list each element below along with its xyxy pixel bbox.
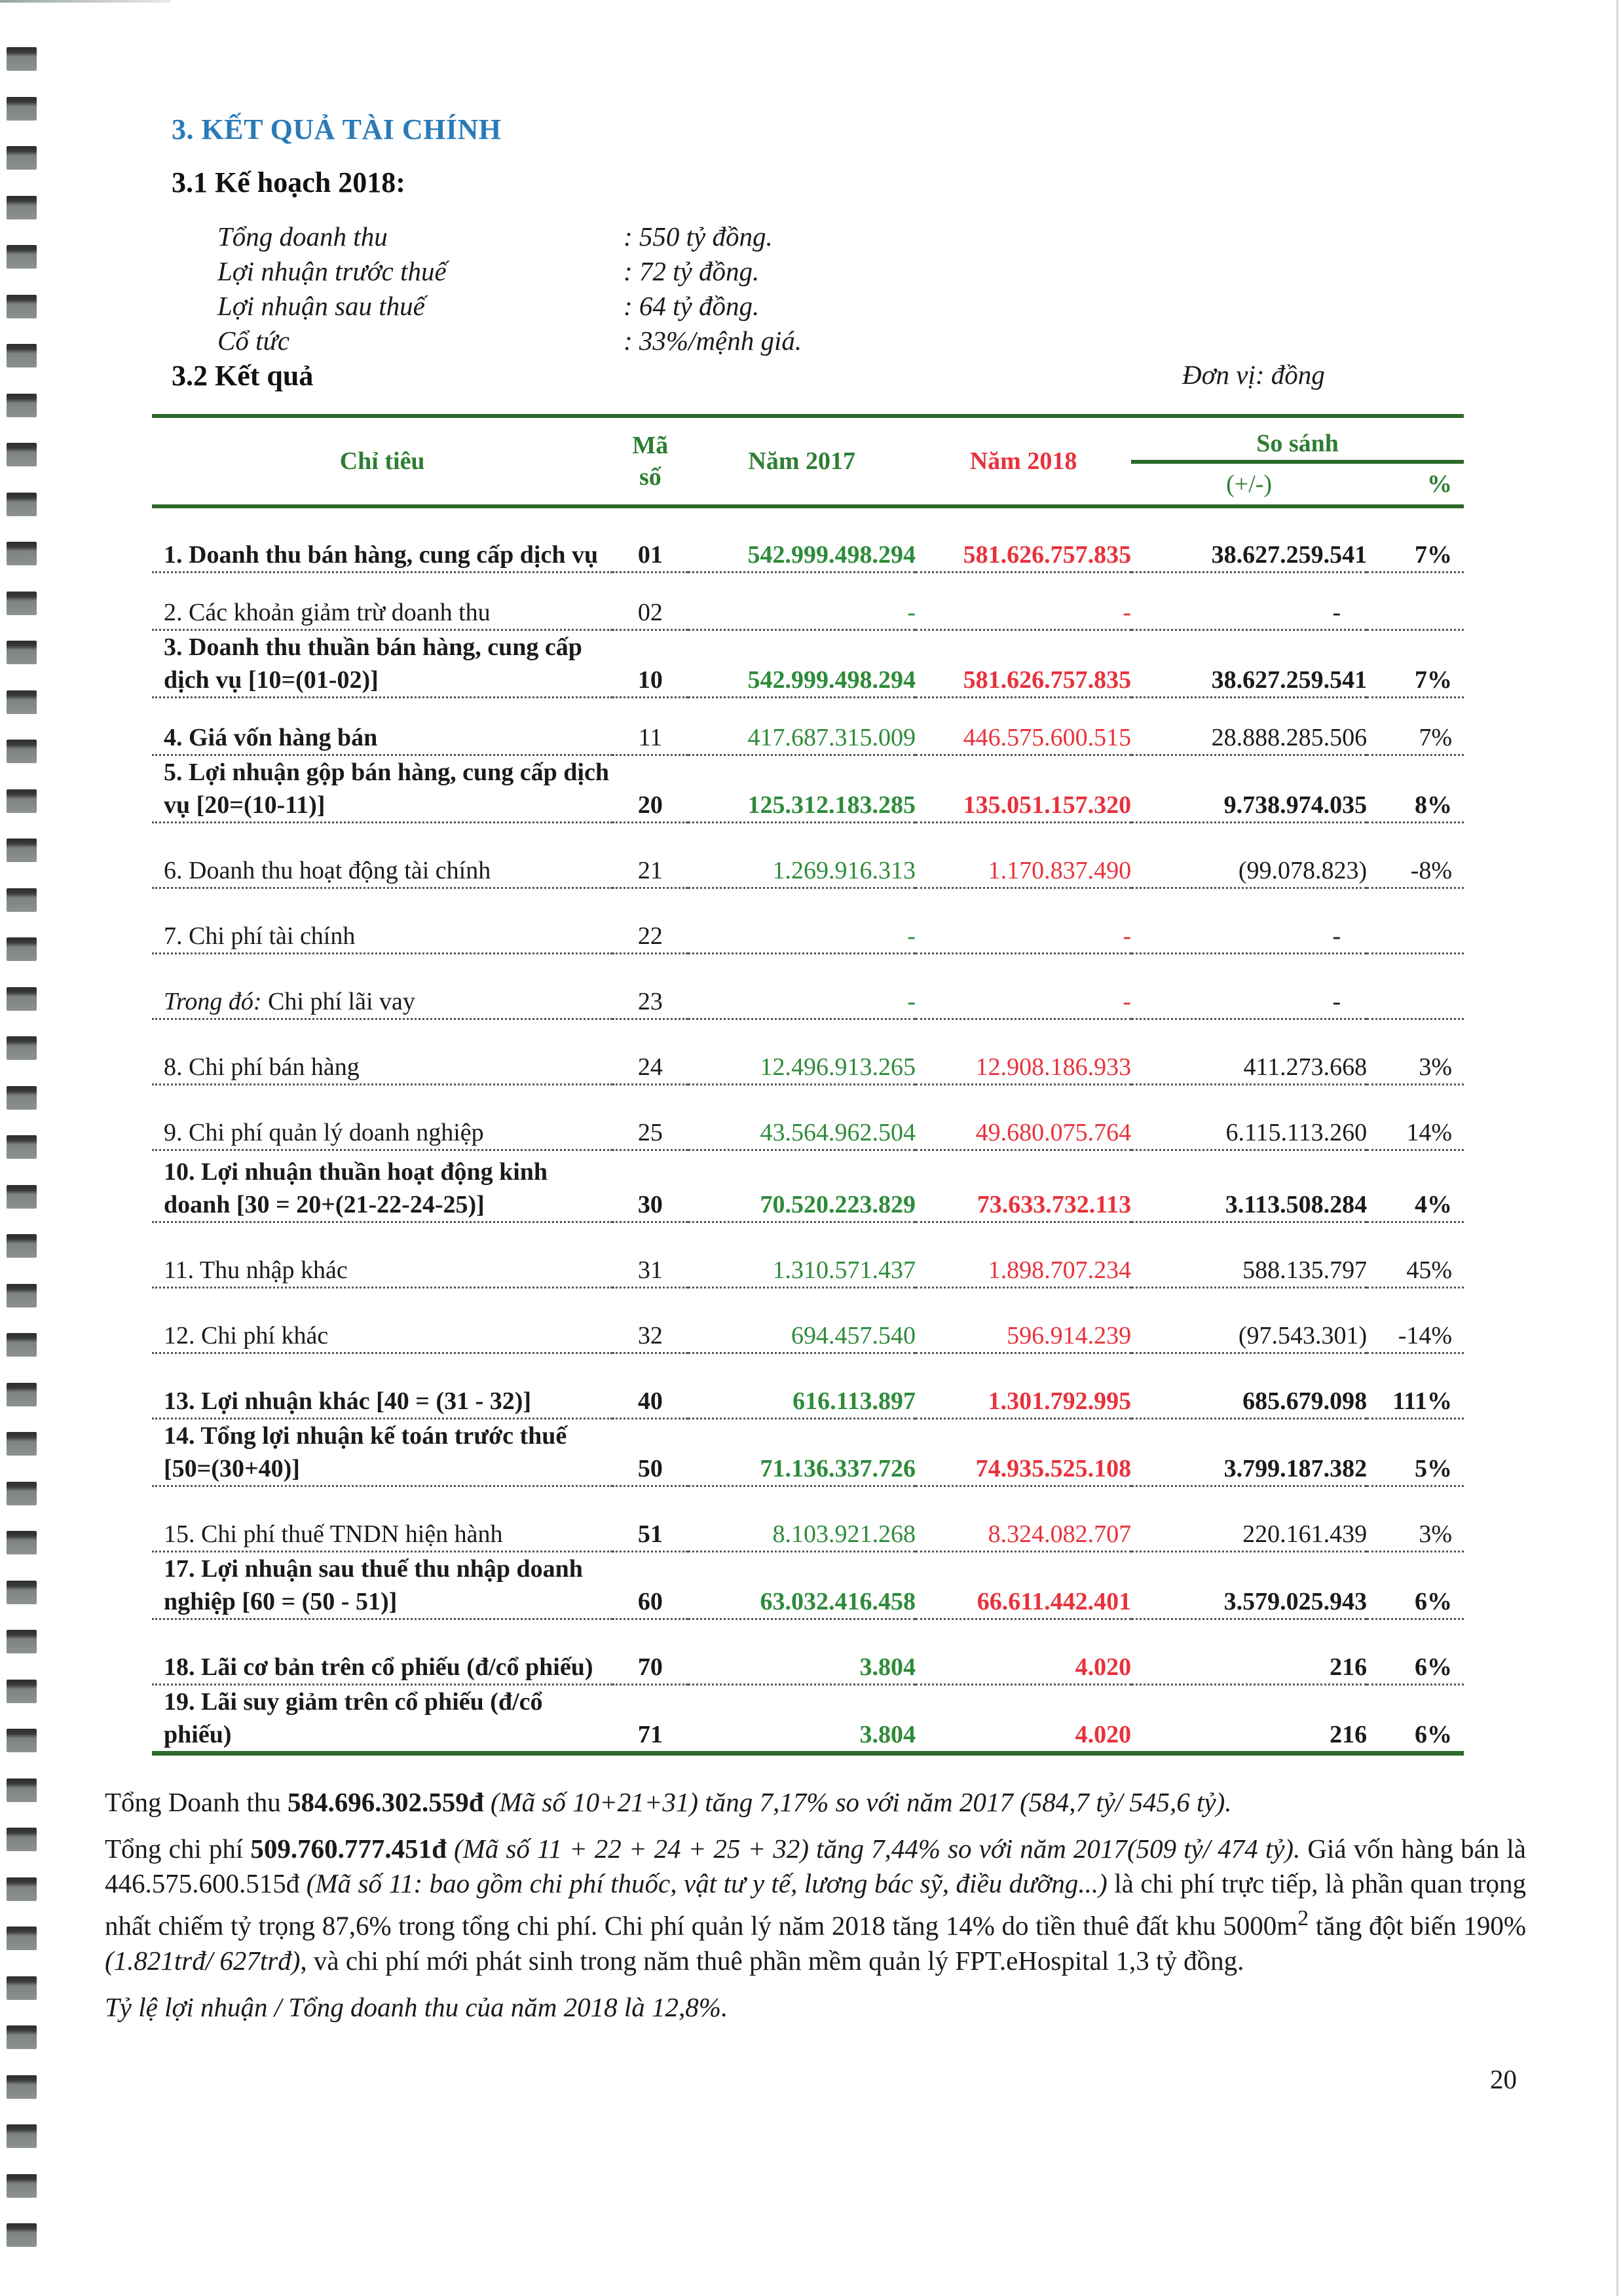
binding-hole <box>7 1828 37 1851</box>
plan-title: 3.1 Kế hoạch 2018: <box>172 166 405 198</box>
row-value-2017: 43.564.962.504 <box>688 1084 916 1150</box>
row-label <box>152 1084 612 1150</box>
binding-hole <box>7 1482 37 1505</box>
row-label <box>152 1353 612 1418</box>
row-diff: 6.115.113.260 <box>1131 1084 1367 1150</box>
binding-hole <box>7 592 37 615</box>
row-value-2018: 66.611.442.401 <box>916 1551 1131 1619</box>
row-diff: 3.799.187.382 <box>1131 1418 1367 1486</box>
row-label <box>152 1619 612 1684</box>
table-row <box>152 822 1464 888</box>
row-value-2017: 616.113.897 <box>688 1353 916 1418</box>
row-label <box>152 755 612 822</box>
row-value-2017: 71.136.337.726 <box>688 1418 916 1486</box>
binding-hole <box>7 2174 37 2198</box>
section-title: 3. KẾT QUẢ TÀI CHÍNH <box>172 113 502 145</box>
binding-hole <box>7 888 37 912</box>
binding-hole <box>7 1581 37 1604</box>
col-header-2017: Năm 2017 <box>688 416 916 506</box>
table-body <box>152 506 1464 1753</box>
binding-hole <box>7 542 37 565</box>
row-label <box>152 572 612 630</box>
binding-hole <box>7 196 37 219</box>
binding-hole <box>7 1086 37 1110</box>
result-title: 3.2 Kết quả <box>172 360 314 392</box>
binding-hole <box>7 1234 37 1258</box>
row-label-text: 4. Giá vốn hàng bán <box>164 723 378 751</box>
row-label <box>152 1287 612 1353</box>
row-code: 31 <box>612 1222 688 1287</box>
row-label-text: 14. Tổng lợi nhuận kế toán trước thuế [50=(30+40)] <box>164 1421 567 1482</box>
row-diff: 216 <box>1131 1684 1367 1753</box>
row-diff: 28.888.285.506 <box>1131 697 1367 755</box>
table-row <box>152 1222 1464 1287</box>
row-code: 23 <box>612 953 688 1019</box>
binding-hole <box>7 1383 37 1406</box>
row-diff: 220.161.439 <box>1131 1486 1367 1551</box>
binding-hole <box>7 987 37 1011</box>
row-pct: 3% <box>1367 1486 1464 1551</box>
col-header-2018: Năm 2018 <box>916 416 1131 506</box>
row-code: 20 <box>612 755 688 822</box>
row-code: 32 <box>612 1287 688 1353</box>
plan-item-value: : 64 tỷ đồng. <box>624 291 760 321</box>
row-label-text: 12. Chi phí khác <box>164 1321 329 1349</box>
binding-hole <box>7 1729 37 1752</box>
table-row <box>152 1418 1464 1486</box>
row-value-2017: 8.103.921.268 <box>688 1486 916 1551</box>
row-code: 10 <box>612 630 688 697</box>
row-value-2018: - <box>916 572 1131 630</box>
page-number: 20 <box>1490 2064 1517 2094</box>
row-pct: 5% <box>1367 1418 1464 1486</box>
col-header-code-line1: Mã <box>632 432 669 459</box>
col-header-diff: (+/-) <box>1131 462 1367 506</box>
row-value-2018: 135.051.157.320 <box>916 755 1131 822</box>
row-value-2018: 49.680.075.764 <box>916 1084 1131 1150</box>
plan-item <box>217 324 802 358</box>
row-value-2017: 3.804 <box>688 1684 916 1753</box>
binding-hole <box>7 1036 37 1060</box>
note-cogs-rest: là chi phí trực tiếp, là phần quan trọng nhất chiếm tỷ trọng 87,6% trong tổng chi phí. Chi phí quản lý năm 2018 tăng 14% do tiền thuê đất khu 5000m <box>105 1868 1527 1941</box>
row-pct: 8% <box>1367 755 1464 822</box>
binding-hole <box>7 690 37 714</box>
row-value-2018: 596.914.239 <box>916 1287 1131 1353</box>
row-pct: 14% <box>1367 1084 1464 1150</box>
row-code: 50 <box>612 1418 688 1486</box>
col-header-code <box>612 416 688 506</box>
row-label-text: 1. Doanh thu bán hàng, cung cấp dịch vụ <box>164 540 599 569</box>
binding-hole <box>7 1333 37 1357</box>
table-row <box>152 755 1464 822</box>
row-diff: (99.078.823) <box>1131 822 1367 888</box>
note-cost-tail: , và chi phí mới phát sinh trong năm thuê phần mềm quản lý FPT.eHospital 1,3 tỷ đồng. <box>300 1945 1244 1976</box>
page-right-edge <box>1616 0 1618 2296</box>
row-code: 22 <box>612 888 688 953</box>
row-value-2017: 542.999.498.294 <box>688 630 916 697</box>
row-code: 40 <box>612 1353 688 1418</box>
binding-hole <box>7 740 37 763</box>
row-pct: 7% <box>1367 697 1464 755</box>
row-label-prefix: Trong đó: <box>164 987 262 1015</box>
row-label-text: 17. Lợi nhuận sau thuế thu nhập doanh nghiệp [60 = (50 - 51)] <box>164 1554 583 1615</box>
binding-hole <box>7 1778 37 1802</box>
binding-hole <box>7 146 37 170</box>
row-code: 51 <box>612 1486 688 1551</box>
row-pct: 3% <box>1367 1019 1464 1084</box>
row-label <box>152 630 612 697</box>
row-diff: - <box>1131 953 1367 1019</box>
row-diff: 38.627.259.541 <box>1131 630 1367 697</box>
table-row <box>152 630 1464 697</box>
row-diff: 3.113.508.284 <box>1131 1150 1367 1222</box>
row-value-2018: 74.935.525.108 <box>916 1418 1131 1486</box>
row-pct <box>1367 888 1464 953</box>
row-label-text: Chi phí lãi vay <box>261 987 415 1015</box>
row-pct: 6% <box>1367 1551 1464 1619</box>
binding-hole <box>7 937 37 961</box>
row-label-text: 10. Lợi nhuận thuần hoạt động kinh doanh [30 = 20+(21-22-24-25)] <box>164 1157 548 1218</box>
row-pct: 7% <box>1367 630 1464 697</box>
note-land-rest: tăng đột biến 190% <box>1309 1910 1526 1941</box>
table-row <box>152 1353 1464 1418</box>
plan-list <box>217 219 802 358</box>
plan-item-label: Lợi nhuận sau thuế <box>217 291 425 321</box>
row-label-text: 5. Lợi nhuận gộp bán hàng, cung cấp dịch vụ [20=(10-11)] <box>164 758 609 819</box>
financial-results-table <box>152 414 1464 1756</box>
row-diff: 588.135.797 <box>1131 1222 1367 1287</box>
row-label-text: 8. Chi phí bán hàng <box>164 1053 360 1081</box>
row-value-2017: - <box>688 888 916 953</box>
note-revenue-prefix: Tổng Doanh thu <box>105 1787 288 1817</box>
note-ratio: Tỷ lệ lợi nhuận / Tổng doanh thu của năm 2018 là 12,8%. <box>105 1991 728 2022</box>
row-label <box>152 506 612 572</box>
note-cost-detail: (Mã số 11 + 22 + 24 + 25 + 32) tăng 7,44% so với năm 2017(509 tỷ/ 474 tỷ). <box>446 1834 1301 1864</box>
binding-hole <box>7 493 37 516</box>
note-cost <box>105 1832 1526 1978</box>
row-pct: 45% <box>1367 1222 1464 1287</box>
binding-hole <box>7 2124 37 2148</box>
row-pct: 7% <box>1367 506 1464 572</box>
note-revenue-amount: 584.696.302.559đ <box>288 1787 484 1817</box>
row-value-2017: 1.310.571.437 <box>688 1222 916 1287</box>
row-label <box>152 1150 612 1222</box>
row-label <box>152 1019 612 1084</box>
row-value-2017: 70.520.223.829 <box>688 1150 916 1222</box>
row-pct: 6% <box>1367 1619 1464 1684</box>
note-cost-amount: 509.760.777.451đ <box>250 1834 447 1864</box>
row-value-2018: 12.908.186.933 <box>916 1019 1131 1084</box>
row-code: 02 <box>612 572 688 630</box>
row-label <box>152 1222 612 1287</box>
binding-hole <box>7 789 37 813</box>
row-label <box>152 1486 612 1551</box>
row-label-text: 9. Chi phí quản lý doanh nghiệp <box>164 1118 484 1146</box>
row-label-text: 18. Lãi cơ bản trên cổ phiếu (đ/cổ phiếu) <box>164 1653 593 1681</box>
row-pct: 6% <box>1367 1684 1464 1753</box>
binding-hole <box>7 1680 37 1703</box>
plan-item <box>217 219 802 254</box>
binding-hole <box>7 2223 37 2247</box>
row-value-2017: 125.312.183.285 <box>688 755 916 822</box>
row-code: 60 <box>612 1551 688 1619</box>
row-value-2018: 73.633.732.113 <box>916 1150 1131 1222</box>
row-value-2017: 542.999.498.294 <box>688 506 916 572</box>
row-value-2018: 446.575.600.515 <box>916 697 1131 755</box>
plan-item-value: : 72 tỷ đồng. <box>624 256 760 286</box>
note-revenue <box>105 1785 1526 1820</box>
binding-hole <box>7 344 37 367</box>
row-value-2017: 694.457.540 <box>688 1287 916 1353</box>
row-value-2017: - <box>688 953 916 1019</box>
row-label-text: 3. Doanh thu thuần bán hàng, cung cấp dịch vụ [10=(01-02)] <box>164 633 582 694</box>
binding-hole <box>7 1531 37 1554</box>
binding-hole <box>7 838 37 862</box>
row-value-2018: 581.626.757.835 <box>916 630 1131 697</box>
row-value-2018: - <box>916 953 1131 1019</box>
note-land-detail: (1.821trđ/ 627trđ) <box>105 1945 301 1976</box>
row-value-2018: 1.170.837.490 <box>916 822 1131 888</box>
row-label-text: 2. Các khoản giảm trừ doanh thu <box>164 598 491 626</box>
row-label <box>152 1551 612 1619</box>
note-revenue-detail: (Mã số 10+21+31) tăng 7,17% so với năm 2017 (584,7 tỷ/ 545,6 tỷ). <box>483 1787 1232 1817</box>
table-row <box>152 1084 1464 1150</box>
table-row <box>152 1619 1464 1684</box>
table-row <box>152 888 1464 953</box>
table-row <box>152 1486 1464 1551</box>
row-label-text: 15. Chi phí thuế TNDN hiện hành <box>164 1520 503 1548</box>
binding-hole <box>7 1185 37 1209</box>
row-diff: (97.543.301) <box>1131 1287 1367 1353</box>
binding-hole <box>7 1284 37 1308</box>
row-value-2017: 417.687.315.009 <box>688 697 916 755</box>
row-value-2018: 4.020 <box>916 1619 1131 1684</box>
plan-item <box>217 289 802 324</box>
row-value-2018: 1.898.707.234 <box>916 1222 1131 1287</box>
row-value-2017: 1.269.916.313 <box>688 822 916 888</box>
table-row <box>152 697 1464 755</box>
row-label-text: 11. Thu nhập khác <box>164 1256 348 1284</box>
unit-label: Đơn vị: đồng <box>1182 360 1325 390</box>
col-header-pct: % <box>1367 462 1464 506</box>
row-value-2017: 63.032.416.458 <box>688 1551 916 1619</box>
row-diff: - <box>1131 888 1367 953</box>
table-row <box>152 1150 1464 1222</box>
binding-hole <box>7 97 37 121</box>
row-value-2018: 581.626.757.835 <box>916 506 1131 572</box>
binding-hole <box>7 1877 37 1901</box>
col-header-code-line2: số <box>639 463 661 491</box>
col-header-compare: So sánh <box>1131 416 1464 462</box>
row-code: 21 <box>612 822 688 888</box>
row-label-text: 13. Lợi nhuận khác [40 = (31 - 32)] <box>164 1387 532 1415</box>
table-row <box>152 572 1464 630</box>
table-row <box>152 1551 1464 1619</box>
col-header-label: Chỉ tiêu <box>152 416 612 506</box>
page-top-edge <box>0 0 170 3</box>
binding-hole <box>7 641 37 664</box>
binding-hole <box>7 1630 37 1653</box>
row-label <box>152 888 612 953</box>
row-label-text: 7. Chi phí tài chính <box>164 922 356 950</box>
binding-hole <box>7 47 37 71</box>
plan-item-label: Cổ tức <box>217 326 290 356</box>
row-value-2017: 3.804 <box>688 1619 916 1684</box>
row-label-text: 6. Doanh thu hoạt động tài chính <box>164 856 491 884</box>
row-value-2018: 1.301.792.995 <box>916 1353 1131 1418</box>
row-code: 30 <box>612 1150 688 1222</box>
row-code: 24 <box>612 1019 688 1084</box>
row-diff: 685.679.098 <box>1131 1353 1367 1418</box>
binding-hole <box>7 295 37 318</box>
binding-hole <box>7 443 37 466</box>
row-code: 25 <box>612 1084 688 1150</box>
row-pct <box>1367 572 1464 630</box>
binding-hole <box>7 1432 37 1456</box>
binding-hole <box>7 394 37 417</box>
binding-hole <box>7 1135 37 1159</box>
row-pct <box>1367 953 1464 1019</box>
plan-item <box>217 254 802 289</box>
row-code: 70 <box>612 1619 688 1684</box>
row-diff: 411.273.668 <box>1131 1019 1367 1084</box>
note-cost-prefix: Tổng chi phí <box>105 1834 251 1864</box>
row-diff: 3.579.025.943 <box>1131 1551 1367 1619</box>
row-diff: 38.627.259.541 <box>1131 506 1367 572</box>
row-diff: 216 <box>1131 1619 1367 1684</box>
table-row <box>152 953 1464 1019</box>
notes <box>105 1785 1526 2037</box>
note-superscript: 2 <box>1297 1906 1309 1930</box>
table-row <box>152 506 1464 572</box>
row-label <box>152 1418 612 1486</box>
row-label <box>152 697 612 755</box>
binding-hole <box>7 1927 37 1950</box>
row-pct: 4% <box>1367 1150 1464 1222</box>
table-row <box>152 1287 1464 1353</box>
row-diff: 9.738.974.035 <box>1131 755 1367 822</box>
row-value-2018: 8.324.082.707 <box>916 1486 1131 1551</box>
binding-hole <box>7 1976 37 2000</box>
plan-item-value: : 33%/mệnh giá. <box>624 326 802 356</box>
row-code: 71 <box>612 1684 688 1753</box>
row-value-2018: - <box>916 888 1131 953</box>
row-label <box>152 953 612 1019</box>
row-pct: 111% <box>1367 1353 1464 1418</box>
row-pct: -8% <box>1367 822 1464 888</box>
binding-hole <box>7 2025 37 2049</box>
plan-item-value: : 550 tỷ đồng. <box>624 221 773 252</box>
row-label <box>152 822 612 888</box>
note-cogs-detail: (Mã số 11: bao gồm chi phí thuốc, vật tư y tế, lương bác sỹ, điều dưỡng...) <box>306 1868 1108 1898</box>
row-label <box>152 1684 612 1753</box>
plan-item-label: Lợi nhuận trước thuế <box>217 256 447 286</box>
note-cogs-text: Giá vốn hàng bán là 446.575.600.515đ <box>105 1834 1526 1898</box>
plan-item-label: Tổng doanh thu <box>217 221 388 252</box>
table-row <box>152 1684 1464 1753</box>
binding-hole <box>7 2075 37 2099</box>
row-value-2018: 4.020 <box>916 1684 1131 1753</box>
binding-hole <box>7 245 37 269</box>
row-diff: - <box>1131 572 1367 630</box>
row-code: 01 <box>612 506 688 572</box>
table-row <box>152 1019 1464 1084</box>
row-pct: -14% <box>1367 1287 1464 1353</box>
row-value-2017: - <box>688 572 916 630</box>
row-code: 11 <box>612 697 688 755</box>
row-value-2017: 12.496.913.265 <box>688 1019 916 1084</box>
row-label-text: 19. Lãi suy giảm trên cổ phiếu (đ/cổ phiếu) <box>164 1687 543 1748</box>
